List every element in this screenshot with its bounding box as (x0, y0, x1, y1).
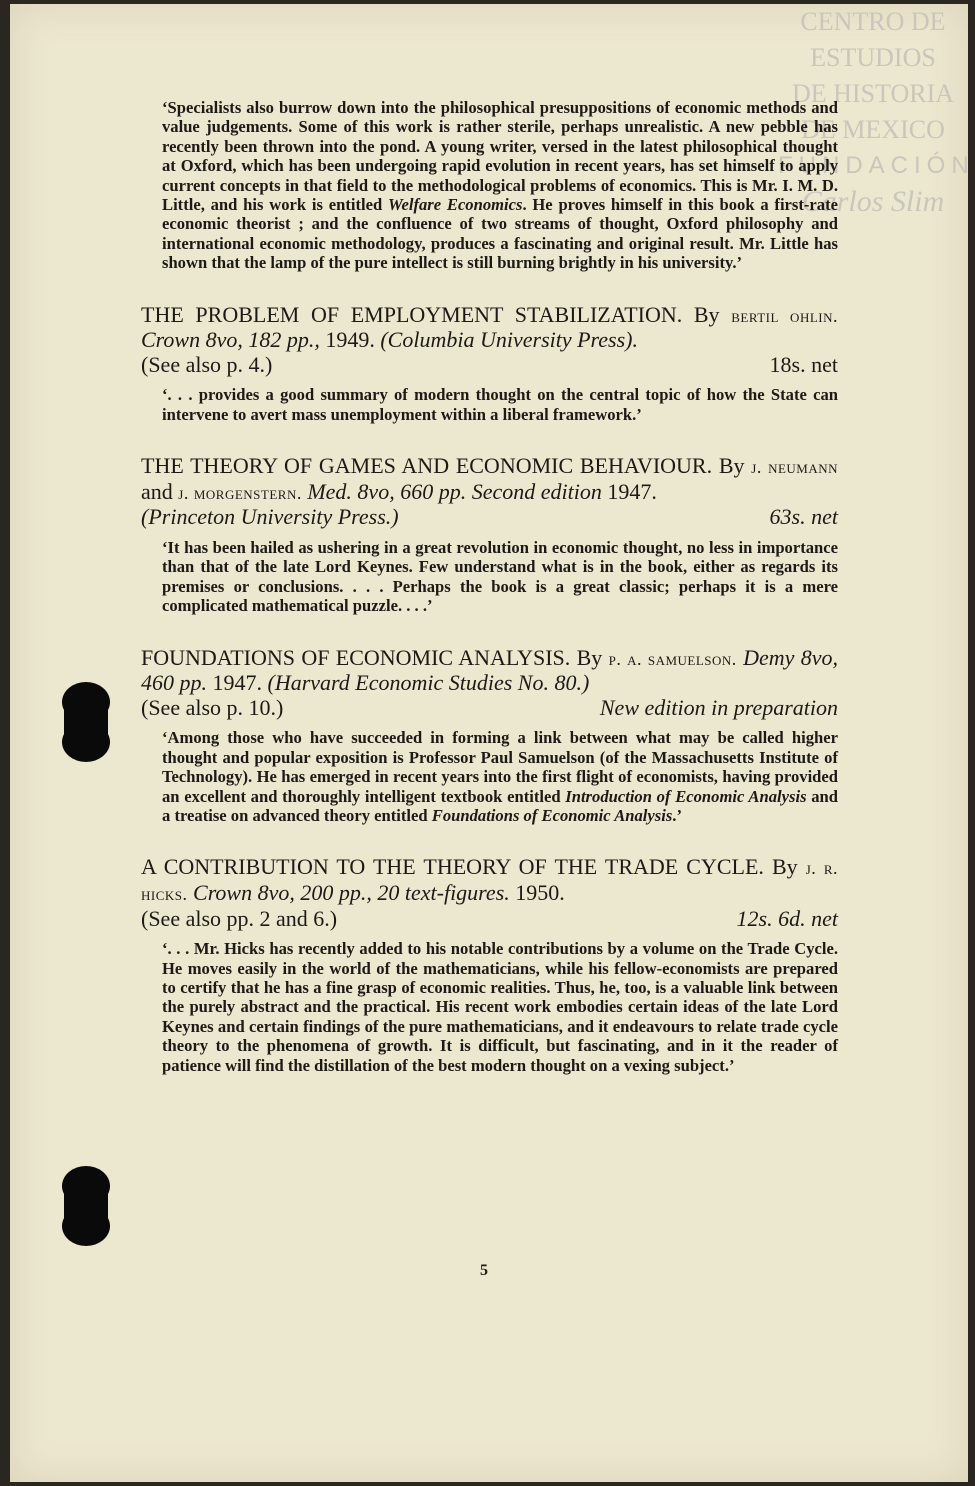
quote-text: ‘Among those who have succeeded in forming a link between what may be called higher thought and popular exposition is Professor Paul Samuelson (of the Massachusetts Institute of Technology). He has emerged in recent years into the first flight of economists, having provided an excellent and thoroughly intelligent textbook entitled (162, 728, 838, 806)
book-author: j. morgenstern. (178, 482, 302, 503)
quote-text: . He proves himself in this book a first-rate economic theorist ; and the confluence of two streams of thought, Oxford philosophy and international economic methodology, produces a fascinating and original result. Mr. Little has shown that the lamp of the pure intellect is still burning brightly in his university.’ (162, 195, 838, 273)
book-format: Crown 8vo, 200 pp., 20 text-figures. (193, 880, 510, 906)
document-page (10, 4, 975, 1482)
book-entry (141, 303, 838, 425)
book-title: THE THEORY OF GAMES AND ECONOMIC BEHAVIOUR. (141, 453, 713, 479)
book-price: 63s. net (769, 504, 838, 530)
book-entry (141, 454, 838, 615)
entry-heading (141, 646, 838, 696)
quote-text: ‘Specialists also burrow down into the philosophical presuppositions of economic methods and value judgements. Some of this work is rather sterile, perhaps unrealistic. A new pebble has recently been thrown into the pond. A young writer, versed in the latest philosophical thought at Oxford, which has been undergoing rapid evolution in recent years, has set himself to apply current concepts in that field to the methodological problems of economics. This is Mr. I. M. D. Little, and his work is entitled (162, 98, 838, 215)
book-edition: Second edition (471, 478, 602, 504)
book-year: 1947. (607, 478, 657, 504)
review-quote: ‘. . . Mr. Hicks has recently added to his notable contributions by a volume on the Trade Cycle. He moves easily in the world of the mathematicians, while his fellow-economists are prepared to certify that he has a fine grasp of economic realities. Thus, he, too, is a valuable link between the purely abstract and the practical. His recent work embodies certain ideas of the late Lord Keynes and certain findings of the pure mathematicians, and it endeavours to relate trade cycle theory to the phenomena of growth. It is difficult, but fascinating, and in it the reader of patience will find the distillation of the best modern thought on a vexing subject.’ (162, 939, 838, 1075)
review-quote: ‘It has been hailed as ushering in a great revolution in economic thought, no less in importance than that of the late Lord Keynes. Few understand what is in the book, either as regards its premises or conclusions. . . . Perhaps the book is a great classic; perhaps it is a mere complicated mathematical puzzle. . . .’ (162, 538, 838, 616)
book-format: Crown 8vo, 182 pp., (141, 327, 320, 353)
book-author: bertil ohlin. (731, 305, 838, 326)
by-label: By (718, 453, 745, 479)
entry-price-line (141, 353, 838, 378)
book-format: Demy 8vo, 460 pp. (141, 644, 838, 696)
watermark-line: Carlos Slim (801, 185, 945, 218)
page-content (141, 98, 838, 1075)
and-label: and (141, 478, 173, 504)
page-number: 5 (480, 1262, 488, 1279)
binder-hole (64, 1168, 108, 1244)
book-entry (141, 646, 838, 826)
entry-heading (141, 855, 838, 906)
watermark-line: CENTRO DE (800, 7, 946, 36)
see-also: (See also pp. 2 and 6.) (141, 905, 338, 931)
book-year: 1950. (515, 880, 565, 906)
book-title: THE PROBLEM OF EMPLOYMENT STABILIZATION. (141, 301, 683, 327)
by-label: By (693, 301, 720, 327)
quote-book-title: Foundations of Economic Analysis (431, 806, 673, 826)
entry-price-line (141, 696, 838, 721)
book-price: New edition in preparation (599, 694, 838, 720)
entry-heading (141, 454, 838, 505)
book-format: Med. 8vo, 660 pp. (307, 478, 467, 504)
entry-heading (141, 303, 838, 353)
review-quote: ‘. . . provides a good summary of modern thought on the central topic of how the State can intervene to avert mass unemployment within a liberal framework.’ (162, 385, 838, 424)
review-quote (162, 728, 838, 825)
book-author: p. a. samuelson. (608, 648, 737, 669)
watermark-line: DE HISTORIA (791, 79, 955, 108)
book-year: 1947. (212, 670, 262, 696)
book-author: j. neumann (751, 457, 839, 478)
book-publisher: (Harvard Economic Studies No. 80.) (267, 670, 590, 696)
quote-text: and a treatise on advanced theory entitled (162, 786, 838, 826)
watermark-line: DE MEXICO (801, 115, 945, 144)
book-entry (141, 855, 838, 1075)
watermark-line: FUNDACIÓN (778, 152, 975, 179)
book-price: 12s. 6d. net (736, 905, 838, 931)
book-author: j. r. hicks. (141, 858, 838, 905)
by-label: By (771, 854, 798, 880)
book-year: 1949. (325, 327, 375, 353)
book-title: A CONTRIBUTION TO THE THEORY OF THE TRADE CYCLE. (141, 854, 764, 880)
binder-hole (64, 684, 108, 760)
by-label: By (576, 644, 603, 670)
intro-review-quote (162, 98, 838, 273)
watermark-line: ESTUDIOS (810, 43, 936, 72)
quote-book-title: Welfare Economics (387, 195, 523, 215)
quote-text: .’ (672, 806, 682, 826)
book-price: 18s. net (769, 351, 838, 377)
book-title: FOUNDATIONS OF ECONOMIC ANALYSIS. (141, 644, 571, 670)
entry-price-line (141, 505, 838, 530)
quote-book-title: Introduction of Economic Analysis (565, 786, 807, 806)
entry-price-line (141, 907, 838, 932)
book-publisher: (Columbia University Press). (380, 327, 639, 353)
book-publisher: (Princeton University Press.) (141, 504, 399, 530)
see-also: (See also p. 4.) (141, 351, 273, 377)
see-also: (See also p. 10.) (141, 694, 284, 720)
